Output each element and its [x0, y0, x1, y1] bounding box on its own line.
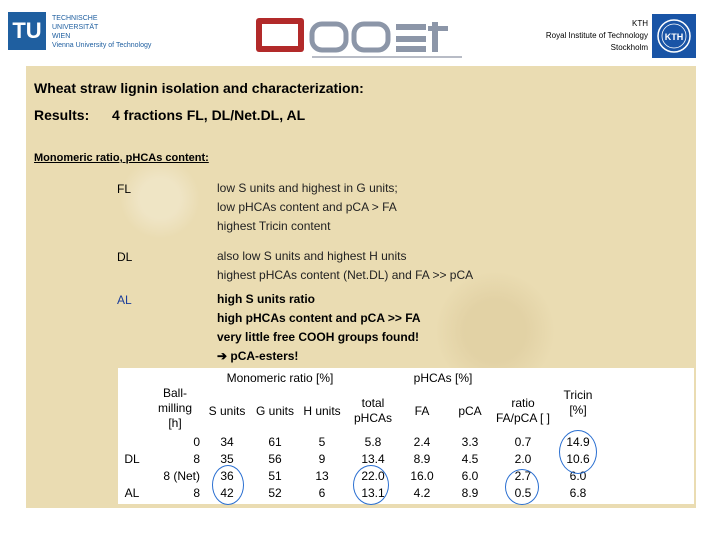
cell-fa: 8.9 — [413, 452, 431, 466]
cell-total: 13.1 — [361, 486, 385, 500]
cell-tricin: 14.9 — [566, 435, 590, 449]
header-bar — [0, 0, 720, 62]
cell-h: 5 — [318, 435, 326, 449]
col-header-text: total pHCAs — [353, 396, 392, 425]
desc-line: highest Tricin content — [217, 219, 331, 233]
cell-total: 13.4 — [361, 452, 385, 466]
cell-pca: 3.3 — [461, 435, 479, 449]
section-heading: Monomeric ratio, pHCAs content: — [34, 152, 209, 164]
highlight-circle-s — [212, 465, 244, 505]
slide-title: Wheat straw lignin isolation and characterization: — [34, 80, 364, 96]
cell-ball: 8 (Net) — [163, 469, 200, 483]
highlight-circle-total — [353, 465, 389, 505]
col-header-text: ratio FA/pCA [ ] — [495, 396, 551, 425]
desc-line: ➔ pCA-esters! — [217, 349, 299, 363]
cell-h: 13 — [315, 469, 329, 483]
cell-tricin: 6.0 — [569, 469, 587, 483]
fraction-label-dl: DL — [117, 250, 133, 264]
cost-logo — [256, 18, 464, 62]
highlight-circle-ratio — [505, 469, 539, 505]
cell-s: 36 — [220, 469, 234, 483]
results-text: 4 fractions FL, DL/Net.DL, AL — [112, 107, 306, 123]
tu-wien-text: TECHNISCHE UNIVERSITÄT WIEN Vienna University of Technology — [52, 15, 152, 49]
cell-g: 51 — [268, 469, 282, 483]
cell-h: 6 — [318, 486, 326, 500]
cell-ratio: 0.7 — [514, 435, 532, 449]
cell-h: 9 — [318, 452, 326, 466]
cell-total: 5.8 — [364, 435, 382, 449]
desc-line: very little free COOH groups found! — [217, 330, 420, 344]
fraction-desc-fl — [217, 179, 398, 236]
tu-wien-logo — [8, 12, 168, 58]
desc-line: also low S units and highest H units — [217, 249, 407, 263]
desc-line: low pHCAs content and pCA > FA — [217, 200, 397, 214]
cell-tricin: 10.6 — [566, 452, 590, 466]
desc-line: highest pHCAs content (Net.DL) and FA >> pCA — [217, 268, 474, 282]
cell-ratio: 2.7 — [514, 469, 532, 483]
group-header-phcas: pHCAs [%] — [413, 371, 473, 385]
col-header-s: S units — [208, 404, 246, 418]
cell-ball: 8 — [193, 452, 200, 466]
kth-logo — [652, 14, 696, 58]
cell-s: 34 — [220, 435, 234, 449]
cell-group: AL — [124, 486, 140, 500]
desc-line: high pHCAs content and pCA >> FA — [217, 311, 421, 325]
cell-g: 61 — [268, 435, 282, 449]
col-header-ratio — [493, 396, 553, 426]
cell-fa: 16.0 — [410, 469, 434, 483]
cell-tricin: 6.8 — [569, 486, 587, 500]
cell-ball: 0 — [193, 435, 200, 449]
desc-line: low S units and highest in G units; — [217, 181, 398, 195]
fraction-desc-dl — [217, 247, 473, 285]
col-header-text: Tricin [%] — [563, 388, 593, 417]
cell-fa: 2.4 — [413, 435, 431, 449]
cell-pca: 6.0 — [461, 469, 479, 483]
results-label: Results: — [34, 107, 90, 123]
cell-g: 52 — [268, 486, 282, 500]
tu-mark: TU — [8, 12, 46, 50]
fraction-label-fl: FL — [117, 182, 132, 196]
kth-line: Royal Institute of Technology — [545, 31, 648, 40]
cell-group: DL — [124, 452, 140, 466]
highlight-circle-tricin — [559, 430, 597, 474]
kth-line: KTH — [632, 19, 648, 28]
kth-address — [546, 18, 648, 54]
col-header-pca: pCA — [458, 404, 482, 418]
cell-pca: 8.9 — [461, 486, 479, 500]
cell-s: 35 — [220, 452, 234, 466]
col-header-tricin — [560, 388, 596, 418]
desc-line: high S units ratio — [217, 292, 315, 306]
col-header-fa: FA — [414, 404, 430, 418]
cell-ratio: 2.0 — [514, 452, 532, 466]
col-header-text: Ball- milling [h] — [157, 386, 192, 430]
cell-ratio: 0.5 — [514, 486, 532, 500]
group-header-monomeric: Monomeric ratio [%] — [226, 371, 334, 385]
cell-total: 22.0 — [361, 469, 385, 483]
kth-line: Stockholm — [610, 43, 648, 52]
col-header-h: H units — [303, 404, 341, 418]
cell-ball: 8 — [193, 486, 200, 500]
col-header-total — [346, 396, 400, 426]
col-header-g: G units — [255, 404, 294, 418]
cell-s: 42 — [220, 486, 234, 500]
fraction-label-al: AL — [117, 293, 132, 307]
cell-pca: 4.5 — [461, 452, 479, 466]
cell-fa: 4.2 — [413, 486, 431, 500]
fraction-desc-al — [217, 290, 421, 366]
svg-text:KTH: KTH — [664, 32, 684, 42]
col-header-ball-milling — [150, 386, 200, 431]
cell-g: 56 — [268, 452, 282, 466]
